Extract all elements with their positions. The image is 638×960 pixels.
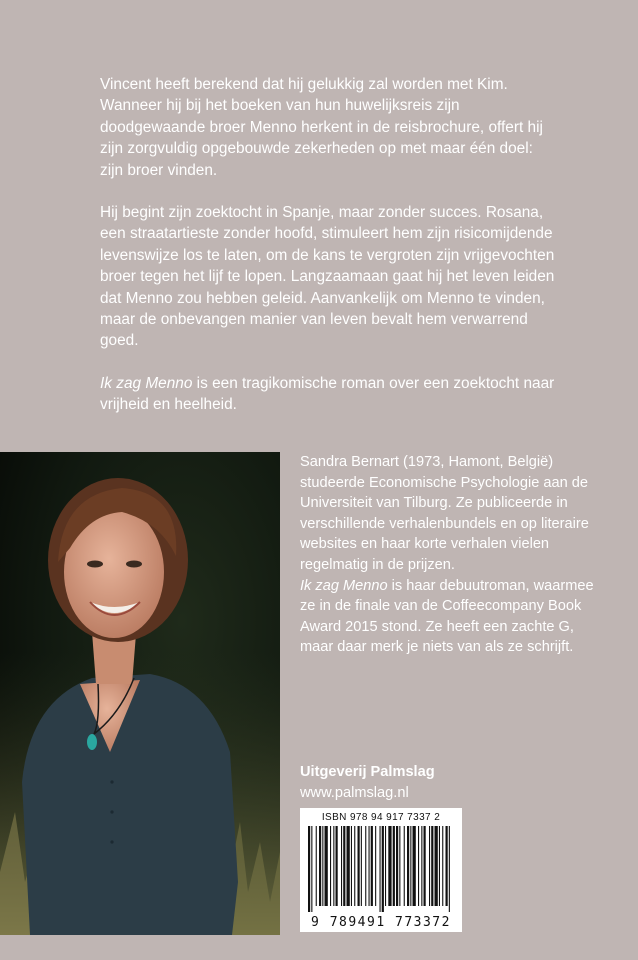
book-title: Ik zag Menno <box>100 374 193 392</box>
barcode-bar <box>354 826 355 906</box>
barcode-bar <box>311 826 312 912</box>
book-title: Ik zag Menno <box>300 577 388 594</box>
barcode-bar <box>399 826 400 906</box>
publisher-info <box>300 762 435 804</box>
barcode-bar <box>424 826 426 906</box>
barcode-bar <box>380 826 381 912</box>
author-bio <box>300 452 600 658</box>
isbn-digits: 9 789491 773372 <box>311 915 451 930</box>
barcode-bar <box>435 826 438 906</box>
publisher-url: www.palmslag.nl <box>300 785 409 801</box>
barcode-bar <box>449 826 450 912</box>
author-bio-part-1: Sandra Bernart (1973, Hamont, België) studeerde Economische Psychologie aan de Universiteit van Tilburg. Ze publiceerde in verschillende verhalenbundels en op literaire websites en haar korte verhalen vielen regelmatig in de prijzen. <box>300 454 589 573</box>
barcode-bar <box>421 826 422 906</box>
barcode-bar <box>410 826 411 906</box>
barcode-bar <box>446 826 448 906</box>
barcode-bar <box>385 826 386 906</box>
barcode-bar <box>308 826 310 912</box>
isbn-label: ISBN 978 94 917 7337 2 <box>321 812 441 823</box>
isbn-barcode <box>300 808 462 932</box>
barcode-bar <box>365 826 366 906</box>
blurb-paragraph-3 <box>100 373 560 416</box>
barcode-bar <box>407 826 409 906</box>
barcode-bar <box>396 826 398 906</box>
barcode-bar <box>369 826 370 906</box>
barcode-bar <box>319 826 321 906</box>
barcode-bar <box>388 826 391 906</box>
barcode-bar <box>341 826 342 906</box>
back-cover-blurb <box>100 74 560 437</box>
blurb-paragraph-1: Vincent heeft berekend dat hij gelukkig zal worden met Kim. Wanneer hij bij het boeken van hun huwelijksreis zijn doodgewaande broer Menno herkent in de reisbrochure, offert hij zijn zorgvuldig opgebouwde zekerheden op met maar één doel: zijn broer vinden. <box>100 76 543 179</box>
barcode-bar <box>325 826 328 906</box>
barcode-bar <box>439 826 440 906</box>
barcode-bar <box>371 826 373 906</box>
barcode-bar <box>361 826 362 906</box>
barcode-bar <box>322 826 323 906</box>
barcode-bar <box>382 826 384 912</box>
author-bio-part-2: is haar debuutroman, waarmee ze in de finale van de Coffeecompany Book Award 2015 stond. Ze heeft een zachte G, maar daar merk je niets van als ze schrijft. <box>300 577 594 656</box>
barcode-bar <box>333 826 334 906</box>
barcode-bar <box>336 826 338 906</box>
blurb-paragraph-3-text: is een tragikomische roman over een zoektocht naar vrijheid en heelheid. <box>100 374 555 414</box>
barcode-bar <box>343 826 345 906</box>
barcode-bar <box>431 826 433 906</box>
barcode-bar <box>442 826 443 906</box>
barcode-bar <box>316 826 317 906</box>
publisher-name: Uitgeverij Palmslag <box>300 764 435 780</box>
barcode-bar <box>418 826 419 906</box>
barcode-bar <box>413 826 416 906</box>
barcode-bars <box>306 826 456 912</box>
barcode-bar <box>404 826 405 906</box>
barcode-bar <box>330 826 331 906</box>
blurb-paragraph-2: Hij begint zijn zoektocht in Spanje, maar zonder succes. Rosana, een straatartieste zonder hoofd, stimuleert hem zijn risicomijdende levenswijze los te laten, om de kans te vergroten zijn vrijgevochten broer tegen het lijf te lopen. Langzaamaan gaat hij het leven leiden dat Menno zou hebben geleid. Aanvankelijk om Menno te vinden, maar de onbevangen manier van leven bevalt hem verwarrend goed. <box>100 204 555 350</box>
author-bio-text <box>300 452 600 658</box>
author-photo <box>0 452 280 935</box>
barcode-bar <box>393 826 395 906</box>
barcode-bar <box>429 826 430 906</box>
barcode-bar <box>375 826 376 906</box>
barcode-bar <box>347 826 350 906</box>
barcode-bar <box>351 826 352 906</box>
barcode-bar <box>358 826 360 906</box>
